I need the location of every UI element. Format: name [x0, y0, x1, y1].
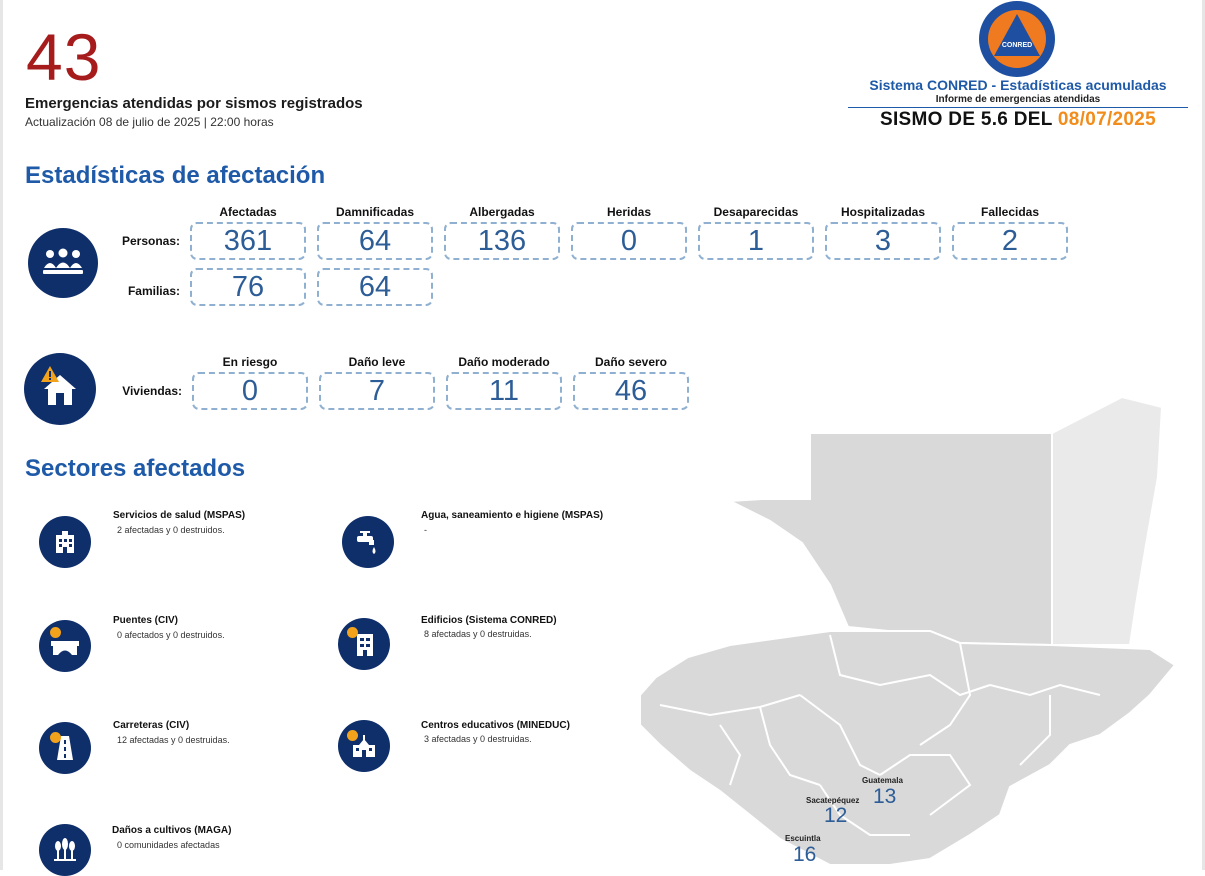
col-head-desaparecidas: Desaparecidas — [713, 205, 799, 219]
sector-detail-puentes: 0 afectados y 0 destruidos. — [117, 630, 225, 640]
personas-label: Personas: — [121, 234, 180, 248]
sismo-date: 08/07/2025 — [1057, 109, 1157, 130]
viviendas-value-0: 0 — [192, 372, 308, 410]
map-region-south — [640, 631, 1175, 865]
map-label-guatemala: Guatemala — [862, 776, 903, 785]
conred-logo — [978, 0, 1056, 78]
familias-value-afectadas: 76 — [190, 268, 306, 306]
warning-icon — [40, 365, 60, 383]
col-head-hospitalizadas: Hospitalizadas — [840, 205, 926, 219]
viviendas-head-3: Daño severo — [594, 355, 668, 369]
sector-detail-salud: 2 afectadas y 0 destruidos. — [117, 525, 225, 535]
page-edge-left — [0, 0, 3, 870]
water-tap-icon — [342, 516, 394, 568]
bridge-warning-dot — [50, 627, 61, 638]
personas-value-hospitalizadas: 3 — [825, 222, 941, 260]
map-region-peten — [730, 433, 1052, 645]
guatemala-map — [630, 395, 1205, 870]
col-head-fallecidas: Fallecidas — [980, 205, 1040, 219]
emergency-count: 43 — [26, 20, 102, 94]
sismo-title — [848, 109, 1188, 131]
school-icon — [338, 720, 390, 772]
crops-icon — [39, 824, 91, 876]
viviendas-value-2: 11 — [446, 372, 562, 410]
map-label-escuintla: Escuintla — [785, 834, 821, 843]
sector-title-educativos: Centros educativos (MINEDUC) — [421, 720, 570, 731]
system-title: Sistema CONRED - Estadísticas acumuladas — [869, 77, 1167, 93]
sector-title-carreteras: Carreteras (CIV) — [113, 720, 190, 731]
viviendas-head-1: Daño leve — [348, 355, 406, 369]
sismo-prefix: SISMO DE 5.6 DEL — [879, 109, 1053, 130]
sector-title-cultivos: Daños a cultivos (MAGA) — [112, 825, 232, 836]
building-warning-dot — [347, 627, 358, 638]
road-warning-dot — [50, 732, 61, 743]
logo-text: CONRED — [1001, 42, 1033, 49]
personas-value-heridas: 0 — [571, 222, 687, 260]
viviendas-value-1: 7 — [319, 372, 435, 410]
personas-value-desaparecidas: 1 — [698, 222, 814, 260]
system-subtitle: Informe de emergencias atendidas — [935, 94, 1101, 105]
col-head-heridas: Heridas — [606, 205, 652, 219]
school-warning-dot — [347, 730, 358, 741]
col-head-afectadas: Afectadas — [219, 205, 277, 219]
col-head-damnificadas: Damnificadas — [335, 205, 415, 219]
col-head-albergadas: Albergadas — [469, 205, 535, 219]
sector-detail-carreteras: 12 afectadas y 0 destruidas. — [117, 735, 230, 745]
map-region-east-light — [1052, 397, 1162, 645]
viviendas-head-0: En riesgo — [222, 355, 278, 369]
viviendas-value-3: 46 — [573, 372, 689, 410]
sector-detail-edificios: 8 afectadas y 0 destruidas. — [424, 629, 532, 639]
sector-title-salud: Servicios de salud (MSPAS) — [113, 510, 246, 521]
road-icon — [39, 722, 91, 774]
familias-value-damnificadas: 64 — [317, 268, 433, 306]
house-icon — [24, 353, 96, 425]
familias-label: Familias: — [127, 284, 180, 298]
sector-detail-agua: - — [424, 525, 427, 535]
sector-title-edificios: Edificios (Sistema CONRED) — [421, 615, 557, 626]
update-timestamp: Actualización 08 de julio de 2025 | 22:00 horas — [25, 115, 274, 129]
viviendas-head-2: Daño moderado — [458, 355, 550, 369]
sector-title-puentes: Puentes (CIV) — [113, 615, 179, 626]
personas-value-fallecidas: 2 — [952, 222, 1068, 260]
viviendas-label: Viviendas: — [122, 384, 182, 398]
sector-title-agua: Agua, saneamiento e higiene (MSPAS) — [421, 510, 604, 521]
bridge-icon — [39, 620, 91, 672]
sectores-title: Sectores afectados — [25, 455, 246, 482]
afectacion-title: Estadísticas de afectación — [25, 162, 326, 189]
personas-value-albergadas: 136 — [444, 222, 560, 260]
headline: Emergencias atendidas por sismos registrados — [25, 95, 363, 112]
personas-value-afectadas: 361 — [190, 222, 306, 260]
sector-detail-cultivos: 0 comunidades afectadas — [117, 840, 220, 850]
personas-value-damnificadas: 64 — [317, 222, 433, 260]
map-value-sacatepequez: 12 — [824, 804, 848, 827]
map-label-sacatepequez: Sacatepéquez — [806, 796, 860, 805]
hospital-icon — [39, 516, 91, 568]
map-value-escuintla: 16 — [793, 843, 817, 866]
map-value-guatemala: 13 — [873, 785, 897, 808]
people-icon — [28, 228, 98, 298]
sector-detail-educativos: 3 afectadas y 0 destruidas. — [424, 734, 532, 744]
header-divider — [848, 107, 1188, 108]
building-icon — [338, 618, 390, 670]
